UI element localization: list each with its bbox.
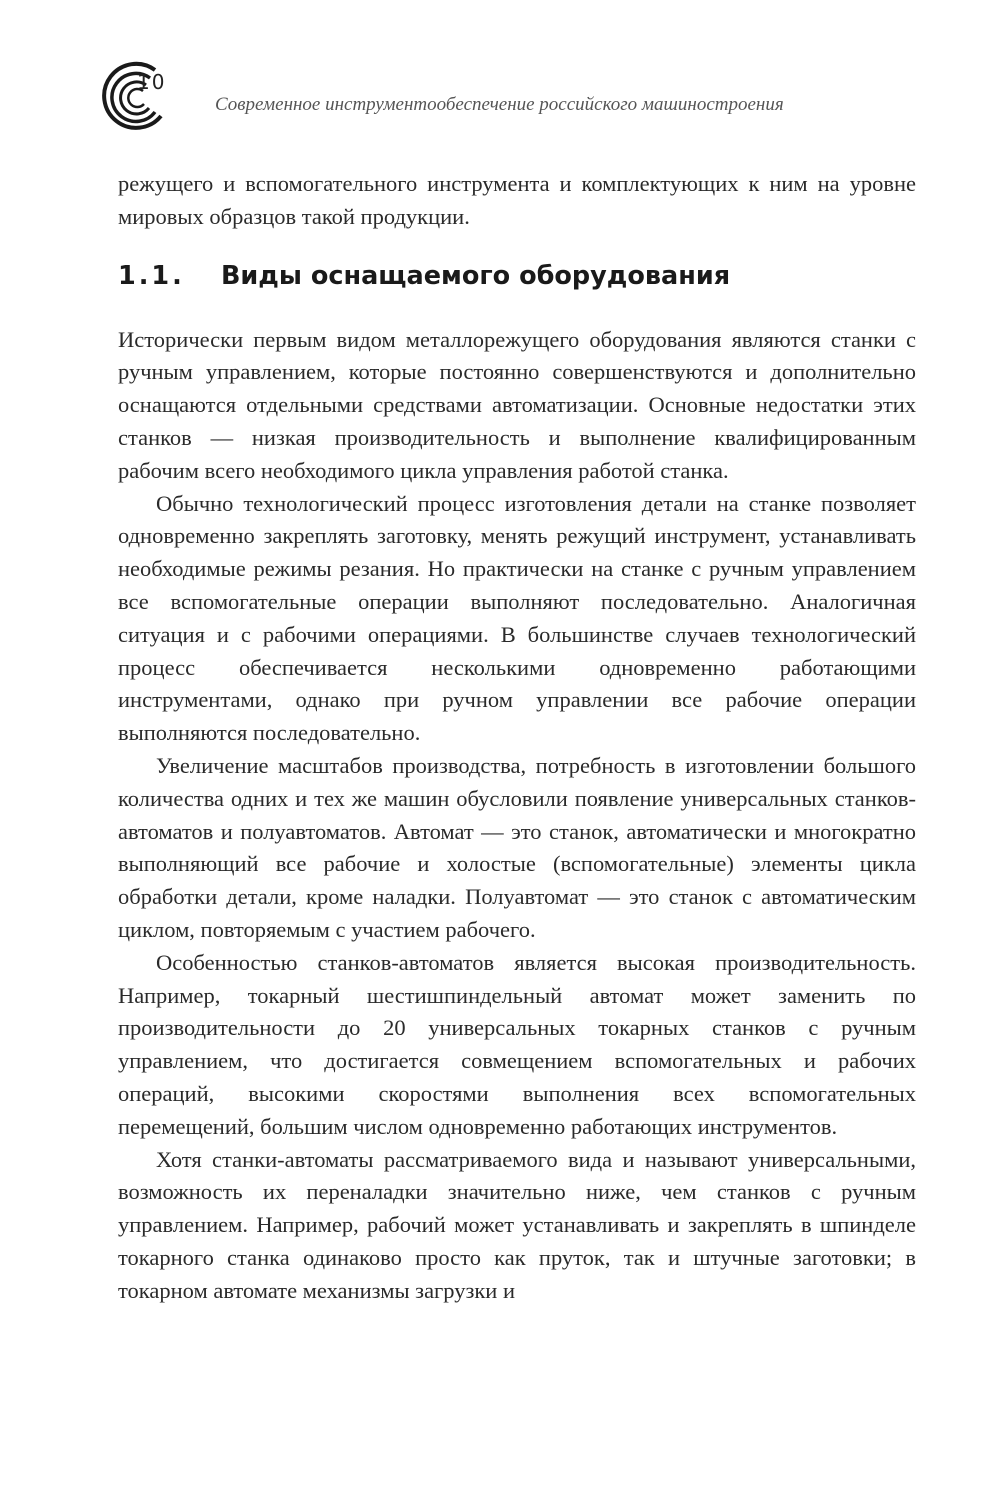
paragraph: Исторически первым видом металлорежущего оборудования являются станки с ручным управлением, которые постоянно совершенствуются и дополнительно оснащаются отдельными средствами автоматизации. Основные недостатки этих станков — низкая производительность и выполнение квалифицированным рабочим всего необходимого цикла управления работой станка. — [118, 326, 916, 483]
intro-paragraph: режущего и вспомогательного инструмента и комплектующих к ним на уровне мировых образцов такой продукции. — [118, 171, 916, 229]
running-title: Современное инструментообеспечение российского машиностроения — [215, 94, 784, 115]
section-title: Виды оснащаемого оборудования — [221, 260, 731, 291]
paragraph: Хотя станки-автоматы рассматриваемого вида и называют универсальными, возможность их переналадки значительно ниже, чем станков с ручным управлением. Например, рабочий может устанавливать и закреплять в шпинделе токарного станка одинаково просто как пруток, так и штучные заготовки; в токарном автомате механизмы загрузки и — [118, 1146, 916, 1303]
page-body — [118, 168, 916, 1308]
page-number: 10 — [137, 70, 167, 94]
paragraph: Увеличение масштабов производства, потребность в изготовлении большого количества одних и тех же машин обусловили появление универсальных станков-автоматов и полуавтоматов. Автомат — это станок, автоматически и многократно выполняющий все рабочие и холостые (вспомогательные) элементы цикла обработки детали, кроме наладки. Полуавтомат — это станок с автоматическим циклом, повторяемым с участием рабочего. — [118, 752, 916, 942]
page-header — [95, 58, 915, 138]
section-number: 1.1. — [118, 260, 185, 291]
paragraph: Обычно технологический процесс изготовления детали на станке позволяет одновременно закреплять заготовку, менять режущий инструмент, устанавливать необходимые режимы резания. Но практически на станке с ручным управлением все вспомогательные операции выполняют последовательно. Аналогичная ситуация и с рабочими операциями. В большинстве случаев технологический процесс обеспечивается несколькими одновременно работающими инструментами, однако при ручном управлении все рабочие операции выполняются последовательно. — [118, 490, 916, 746]
paragraph: Особенностью станков-автоматов является высокая производительность. Например, токарный шестишпиндельный автомат может заменить по производительности до 20 универсальных токарных станков с ручным управлением, что достигается совмещением вспомогательных и рабочих операций, высокими скоростями выполнения всех вспомогательных перемещений, большим числом одновременно работающих инструментов. — [118, 949, 916, 1139]
section-heading — [118, 259, 916, 293]
